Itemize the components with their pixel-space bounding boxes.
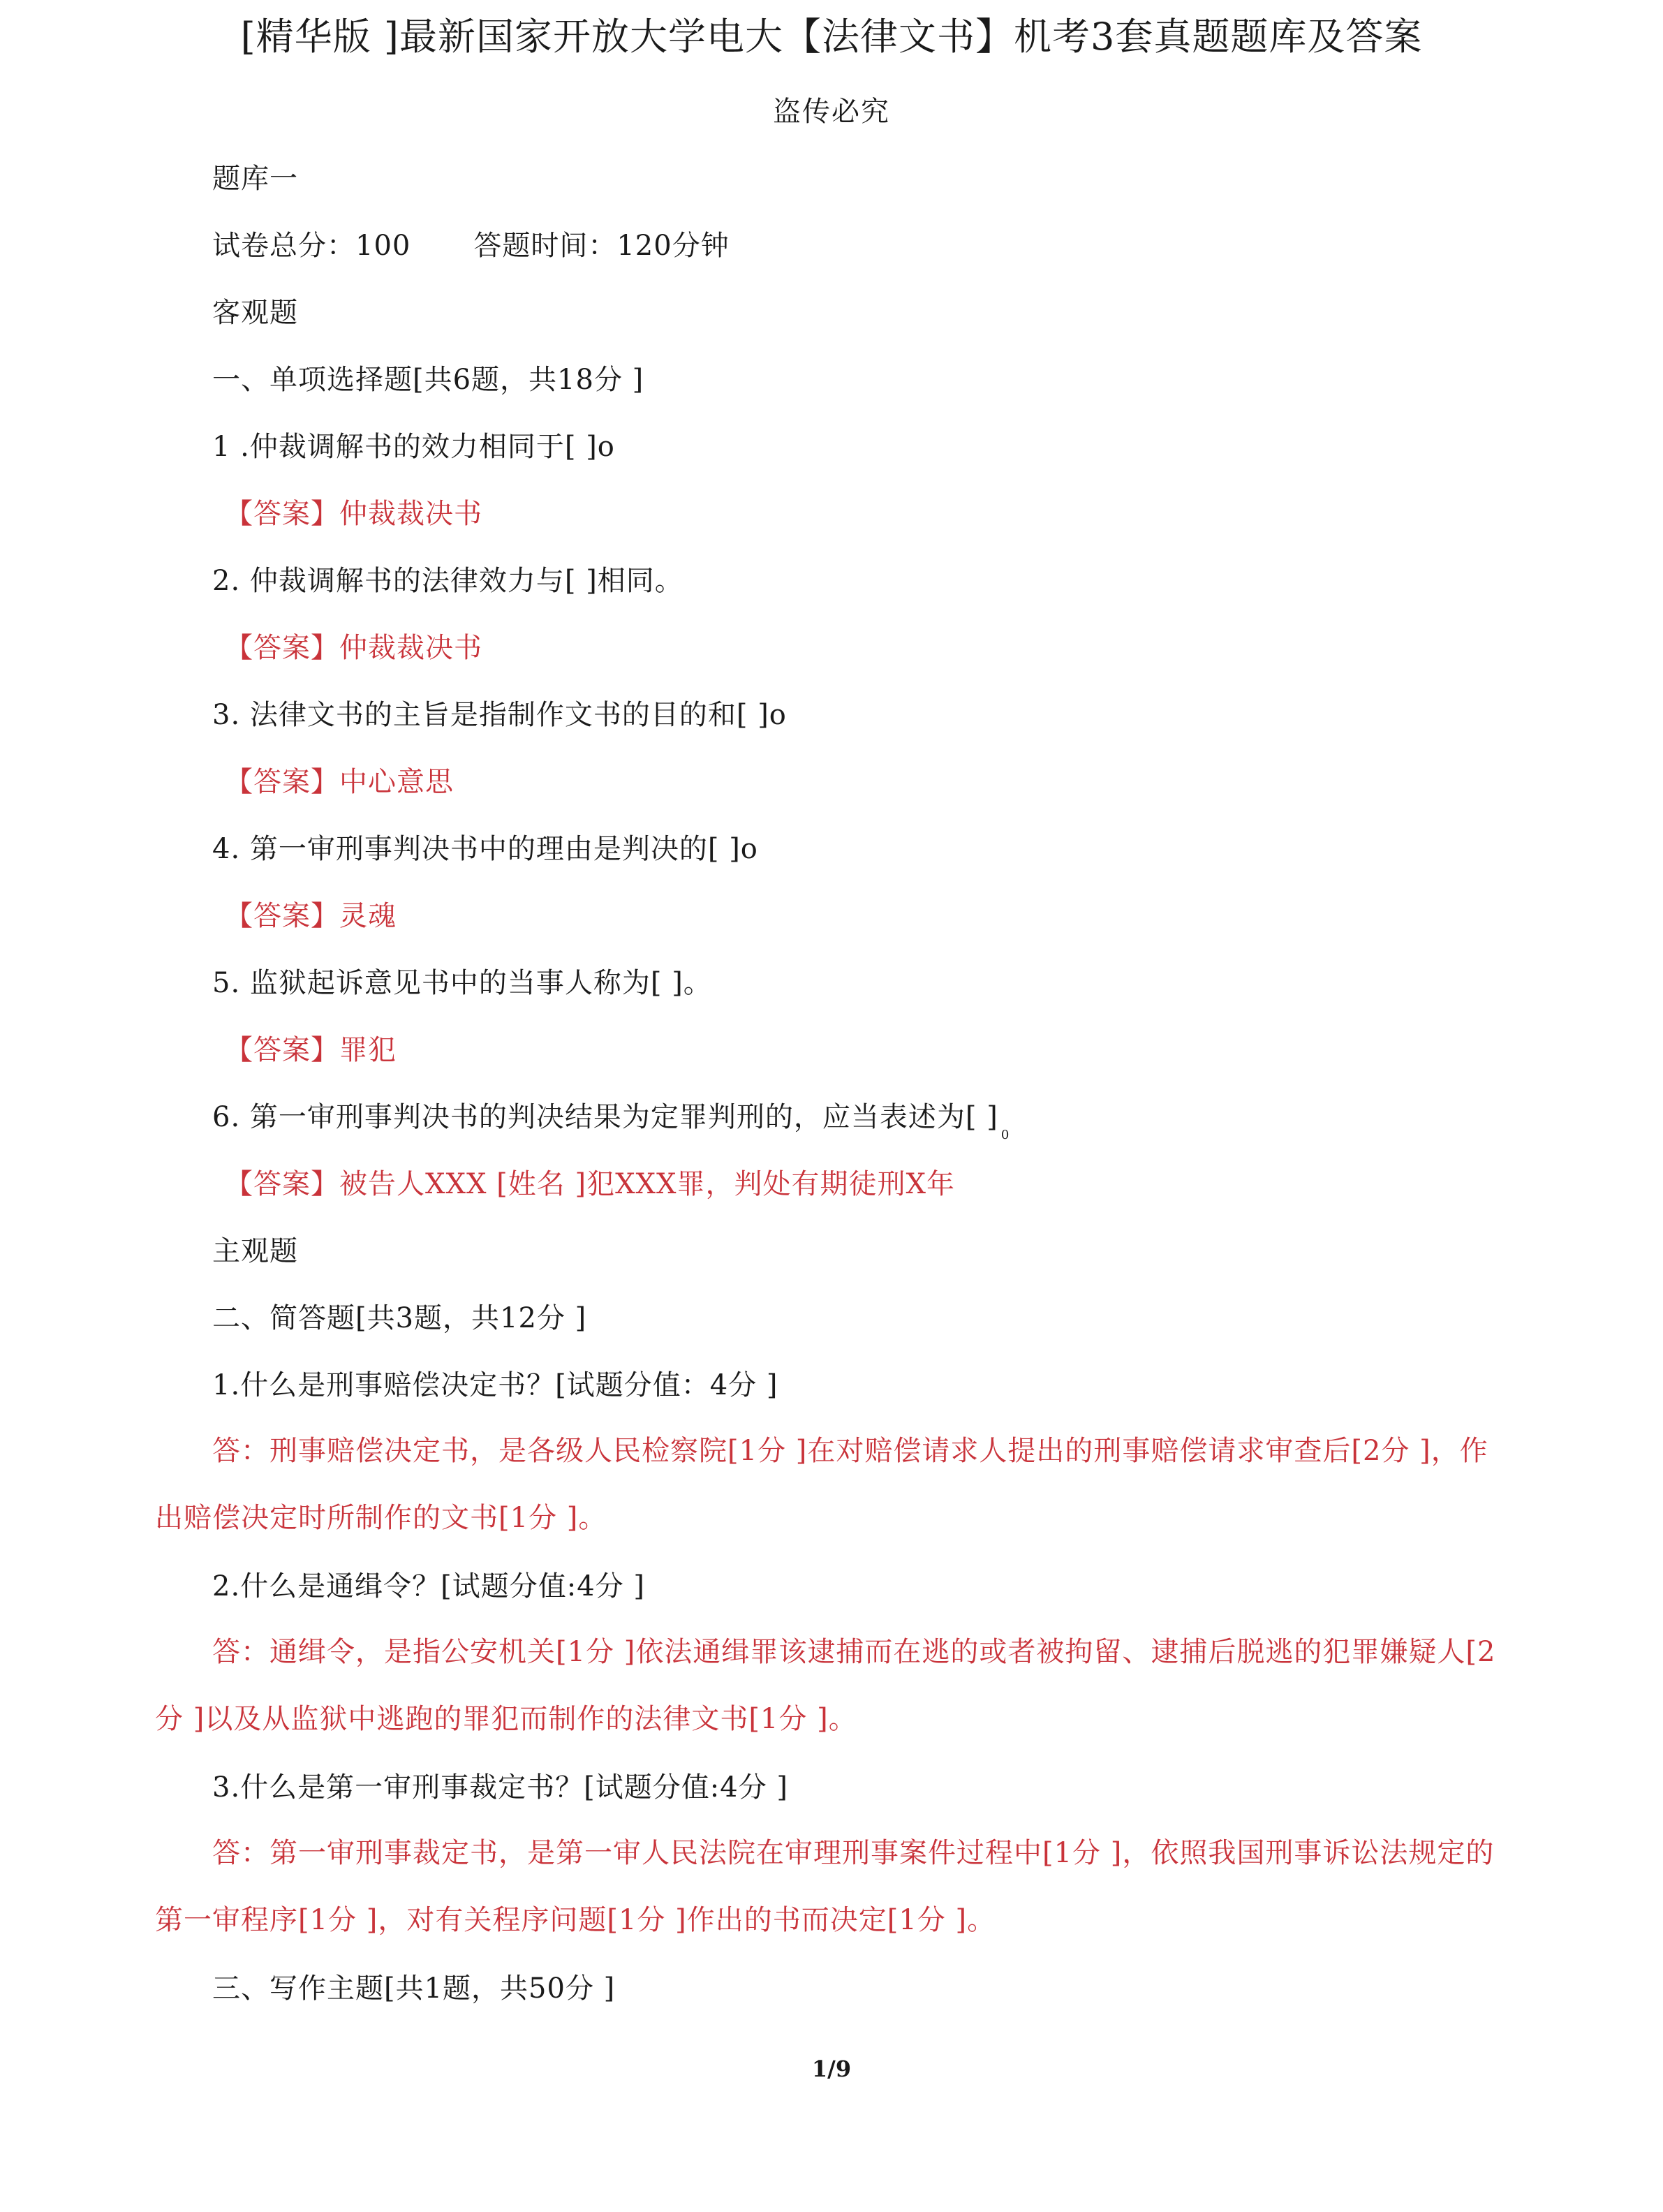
short-question-2: 2.什么是通缉令？[试题分值:4分 ] (212, 1570, 646, 1602)
document-title: [精华版 ]最新国家开放大学电大【法律文书】机考3套真题题库及答案 (240, 15, 1423, 59)
answer-6: 【答案】被告人XXX [姓名 ]犯XXX罪，判处有期徒刑X年 (225, 1168, 955, 1200)
answer-4: 【答案】灵魂 (225, 900, 397, 932)
question-5: 5. 监狱起诉意见书中的当事人称为[ ]。 (212, 967, 712, 999)
short-question-1: 1.什么是刑事赔偿决定书？[试题分值：4分 ] (212, 1369, 778, 1401)
answer-5: 【答案】罪犯 (225, 1034, 397, 1066)
answer-3: 【答案】中心意思 (225, 766, 454, 798)
answer-time: 答题时间：120分钟 (473, 230, 730, 262)
section1-heading: 一、单项选择题[共6题，共18分 ] (212, 364, 644, 396)
question-1: 1 .仲裁调解书的效力相同于[ ]o (212, 431, 615, 463)
section3-heading: 三、写作主题[共1题，共50分 ] (212, 1973, 616, 2005)
short-answer-1: 答：刑事赔偿决定书，是各级人民检察院[1分 ]在对赔偿请求人提出的刑事赔偿请求审查后[2分 ]，作出赔偿决定时所制作的文书[1分 ]。 (155, 1435, 1488, 1534)
answer-2: 【答案】仲裁裁决书 (225, 632, 482, 664)
exam-info (212, 223, 730, 263)
subjective-label: 主观题 (212, 1235, 298, 1267)
question-4: 4. 第一审刑事判决书中的理由是判决的[ ]o (212, 833, 758, 865)
short-question-3: 3.什么是第一审刑事裁定书？[试题分值:4分 ] (212, 1771, 789, 1804)
question-6 (212, 1095, 1010, 1142)
question-2: 2. 仲裁调解书的法律效力与[ ]相同。 (212, 565, 683, 597)
short-answer-3: 答：第一审刑事裁定书，是第一审人民法院在审理刑事案件过程中[1分 ]，依照我国刑事诉讼法规定的第一审程序[1分 ]，对有关程序问题[1分 ]作出的书而决定[1分 ]。 (155, 1837, 1495, 1936)
bank-label: 题库一 (212, 163, 298, 195)
page-number: 1/9 (811, 2056, 852, 2082)
document-subtitle: 盗传必究 (773, 96, 890, 128)
short-answer-2: 答：通缉令，是指公安机关[1分 ]依法通缉罪该逮捕而在逃的或者被拘留、逮捕后脱逃的犯罪嫌疑人[2分 ]以及从监狱中逃跑的罪犯而制作的法律文书[1分 ]。 (155, 1636, 1496, 1735)
objective-label: 客观题 (212, 297, 298, 329)
question-3: 3. 法律文书的主旨是指制作文书的目的和[ ]o (212, 699, 787, 731)
total-score: 试卷总分：100 (212, 230, 411, 262)
question-6-subscript: 0 (1000, 1128, 1010, 1142)
section2-heading: 二、简答题[共3题，共12分 ] (212, 1302, 587, 1334)
question-6-text: 6. 第一审刑事判决书的判决结果为定罪判刑的，应当表述为[ ] (212, 1101, 998, 1133)
answer-1: 【答案】仲裁裁决书 (225, 498, 482, 530)
